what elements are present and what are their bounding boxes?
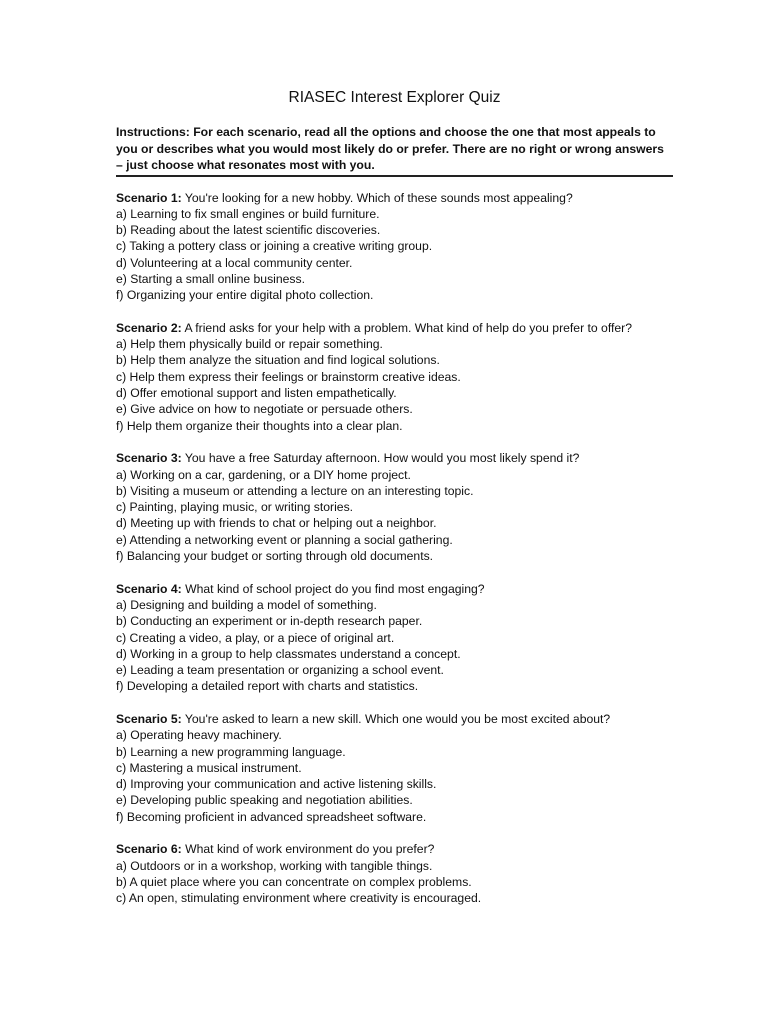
option-e: e) Give advice on how to negotiate or persuade others. bbox=[116, 402, 413, 417]
option-a: a) Learning to fix small engines or build furniture. bbox=[116, 206, 380, 221]
scenario-label: Scenario 6: bbox=[116, 842, 182, 857]
scenario-label: Scenario 4: bbox=[116, 581, 182, 596]
option-e: e) Leading a team presentation or organizing a school event. bbox=[116, 663, 444, 678]
option-b: b) Learning a new programming language. bbox=[116, 744, 346, 759]
scenario-question: You're asked to learn a new skill. Which one would you be most excited about? bbox=[184, 712, 611, 726]
option-d: d) Improving your communication and active listening skills. bbox=[116, 777, 437, 792]
option-d: d) Meeting up with friends to chat or helping out a neighbor. bbox=[116, 516, 437, 531]
option-c: c) Creating a video, a play, or a piece of original art. bbox=[116, 630, 395, 645]
option-c: c) An open, stimulating environment where creativity is encouraged. bbox=[116, 891, 482, 906]
option-f: f) Developing a detailed report with charts and statistics. bbox=[116, 679, 419, 694]
scenario-3 bbox=[116, 450, 673, 564]
scenario-question: You have a free Saturday afternoon. How would you most likely spend it? bbox=[184, 451, 580, 466]
scenario-question: What kind of school project do you find most engaging? bbox=[185, 581, 485, 596]
option-d: d) Volunteering at a local community center. bbox=[116, 255, 353, 270]
option-b: b) A quiet place where you can concentrate on complex problems. bbox=[116, 874, 472, 889]
option-d: d) Offer emotional support and listen empathetically. bbox=[116, 386, 397, 401]
option-d: d) Working in a group to help classmates understand a concept. bbox=[116, 646, 461, 661]
option-a: a) Operating heavy machinery. bbox=[116, 728, 282, 743]
scenario-label: Scenario 2: bbox=[116, 320, 182, 335]
option-f: f) Balancing your budget or sorting through old documents. bbox=[116, 549, 434, 564]
scenario-label: Scenario 3: bbox=[116, 451, 182, 466]
option-b: b) Reading about the latest scientific discoveries. bbox=[116, 223, 381, 238]
option-f: f) Help them organize their thoughts into a clear plan. bbox=[116, 418, 403, 433]
option-e: e) Developing public speaking and negotiation abilities. bbox=[116, 793, 413, 808]
document-page bbox=[116, 86, 673, 923]
scenario-question: You're looking for a new hobby. Which of these sounds most appealing? bbox=[184, 190, 573, 205]
option-a: a) Designing and building a model of something. bbox=[116, 597, 377, 612]
scenario-4 bbox=[116, 581, 673, 695]
page-title: RIASEC Interest Explorer Quiz bbox=[288, 89, 501, 106]
scenario-6 bbox=[116, 841, 673, 906]
option-c: c) Taking a pottery class or joining a creative writing group. bbox=[116, 239, 433, 254]
scenario-question: What kind of work environment do you prefer? bbox=[185, 842, 435, 857]
option-f: f) Becoming proficient in advanced spreadsheet software. bbox=[116, 809, 427, 824]
option-a: a) Outdoors or in a workshop, working with tangible things. bbox=[116, 858, 433, 873]
option-e: e) Attending a networking event or planning a social gathering. bbox=[116, 532, 453, 547]
option-a: a) Help them physically build or repair something. bbox=[116, 337, 383, 352]
option-a: a) Working on a car, gardening, or a DIY home project. bbox=[116, 467, 411, 482]
option-b: b) Help them analyze the situation and find logical solutions. bbox=[116, 353, 440, 368]
scenario-2 bbox=[116, 320, 673, 434]
scenario-1 bbox=[116, 190, 673, 304]
scenario-5 bbox=[116, 711, 673, 825]
option-c: c) Mastering a musical instrument. bbox=[116, 760, 302, 775]
instructions-text: Instructions: For each scenario, read all the options and choose the one that most appeals to you or describes what you would most likely do or prefer. There are no right or wrong answers – just choose what resonates most with you. bbox=[116, 124, 673, 177]
option-c: c) Painting, playing music, or writing stories. bbox=[116, 500, 354, 515]
option-c: c) Help them express their feelings or brainstorm creative ideas. bbox=[116, 369, 461, 384]
option-e: e) Starting a small online business. bbox=[116, 271, 306, 286]
option-b: b) Conducting an experiment or in-depth research paper. bbox=[116, 614, 423, 629]
scenario-label: Scenario 5: bbox=[116, 712, 182, 726]
scenario-label: Scenario 1: bbox=[116, 190, 182, 205]
scenario-question: A friend asks for your help with a problem. What kind of help do you prefer to offer? bbox=[184, 320, 633, 335]
option-f: f) Organizing your entire digital photo collection. bbox=[116, 288, 374, 303]
option-b: b) Visiting a museum or attending a lecture on an interesting topic. bbox=[116, 483, 474, 498]
